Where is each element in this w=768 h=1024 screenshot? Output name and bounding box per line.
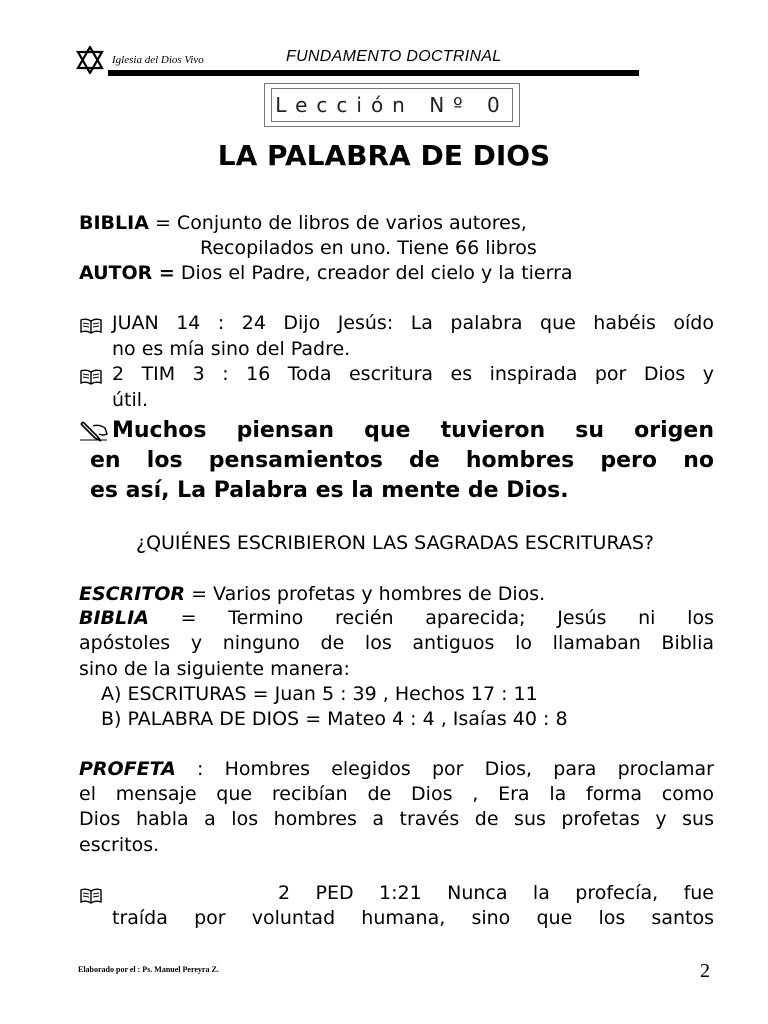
section-question: ¿QUIÉNES ESCRIBIERON LAS SAGRADAS ESCRITURAS? <box>135 532 655 554</box>
autor-text: Dios el Padre, creador del cielo y la tierra <box>174 262 573 284</box>
open-book-icon <box>80 369 102 385</box>
biblia2-line2: apóstoles y ninguno de los antiguos lo llamaban Biblia <box>79 632 714 654</box>
open-book-icon <box>80 888 102 904</box>
biblia-text: = Conjunto de libros de varios autores, <box>148 212 527 234</box>
escritor-term: ESCRITOR <box>79 583 186 605</box>
church-name: Iglesia del Dios Vivo <box>112 54 204 66</box>
ref-tim-line2: útil. <box>112 389 149 411</box>
ref-tim-line1: 2 TIM 3 : 16 Toda escritura es inspirada por Dios y <box>112 363 714 385</box>
biblia2-line3: sino de la siguiente manera: <box>79 658 350 680</box>
document-title: FUNDAMENTO DOCTRINAL <box>286 48 502 65</box>
autor-term: AUTOR = <box>79 262 175 284</box>
biblia-term: BIBLIA <box>79 212 149 234</box>
ped-line2: traída por voluntad humana, sino que los santos <box>112 907 714 929</box>
emphasis-line2: en los pensamientos de hombres pero no <box>90 448 714 473</box>
profeta-text: : Hombres elegidos por Dios, para proclamar <box>175 758 714 780</box>
profeta-term: PROFETA <box>79 758 176 780</box>
biblia2-item-a: A) ESCRITURAS = Juan 5 : 39 , Hechos 17 : 11 <box>101 683 538 705</box>
biblia2-item-b: B) PALABRA DE DIOS = Mateo 4 : 4 , Isaías 40 : 8 <box>101 708 568 730</box>
profeta-line2: el mensaje que recibían de Dios , Era la forma como <box>79 783 714 805</box>
biblia2-term: BIBLIA <box>79 607 149 629</box>
ref-juan-line1: JUAN 14 : 24 Dijo Jesús: La palabra que habéis oído <box>112 312 714 334</box>
emphasis-line3: es así, La Palabra es la mente de Dios. <box>90 478 569 503</box>
lesson-box <box>264 83 520 127</box>
footer-author: Elaborado por el : Ps. Manuel Pereyra Z. <box>78 965 219 974</box>
escritor-text: = Varios profetas y hombres de Dios. <box>185 583 546 605</box>
star-of-david-icon <box>76 46 104 74</box>
header-rule <box>108 70 639 76</box>
profeta-line1 <box>79 757 714 782</box>
emphasis-line1: Muchos piensan que tuvieron su origen <box>112 418 714 443</box>
biblia2-text: = Termino recién aparecida; Jesús ni los <box>148 607 714 629</box>
profeta-line3: Dios habla a los hombres a través de sus profetas y sus <box>79 808 714 830</box>
lesson-label: Lección Nº 0 <box>271 88 513 122</box>
biblia-definition-cont: Recopilados en uno. Tiene 66 libros <box>200 237 537 259</box>
profeta-line4: escritos. <box>79 834 160 856</box>
page-number: 2 <box>700 960 710 982</box>
escritor-definition <box>79 581 545 607</box>
writing-hand-icon <box>79 420 109 442</box>
ped-line1: 2 PED 1:21 Nunca la profecía, fue <box>278 882 714 904</box>
autor-definition <box>79 260 573 286</box>
open-book-icon <box>80 318 102 334</box>
biblia2-line1 <box>79 606 714 631</box>
ref-juan-line2: no es mía sino del Padre. <box>112 338 351 360</box>
biblia-definition <box>79 210 527 236</box>
page-title: LA PALABRA DE DIOS <box>217 139 551 172</box>
